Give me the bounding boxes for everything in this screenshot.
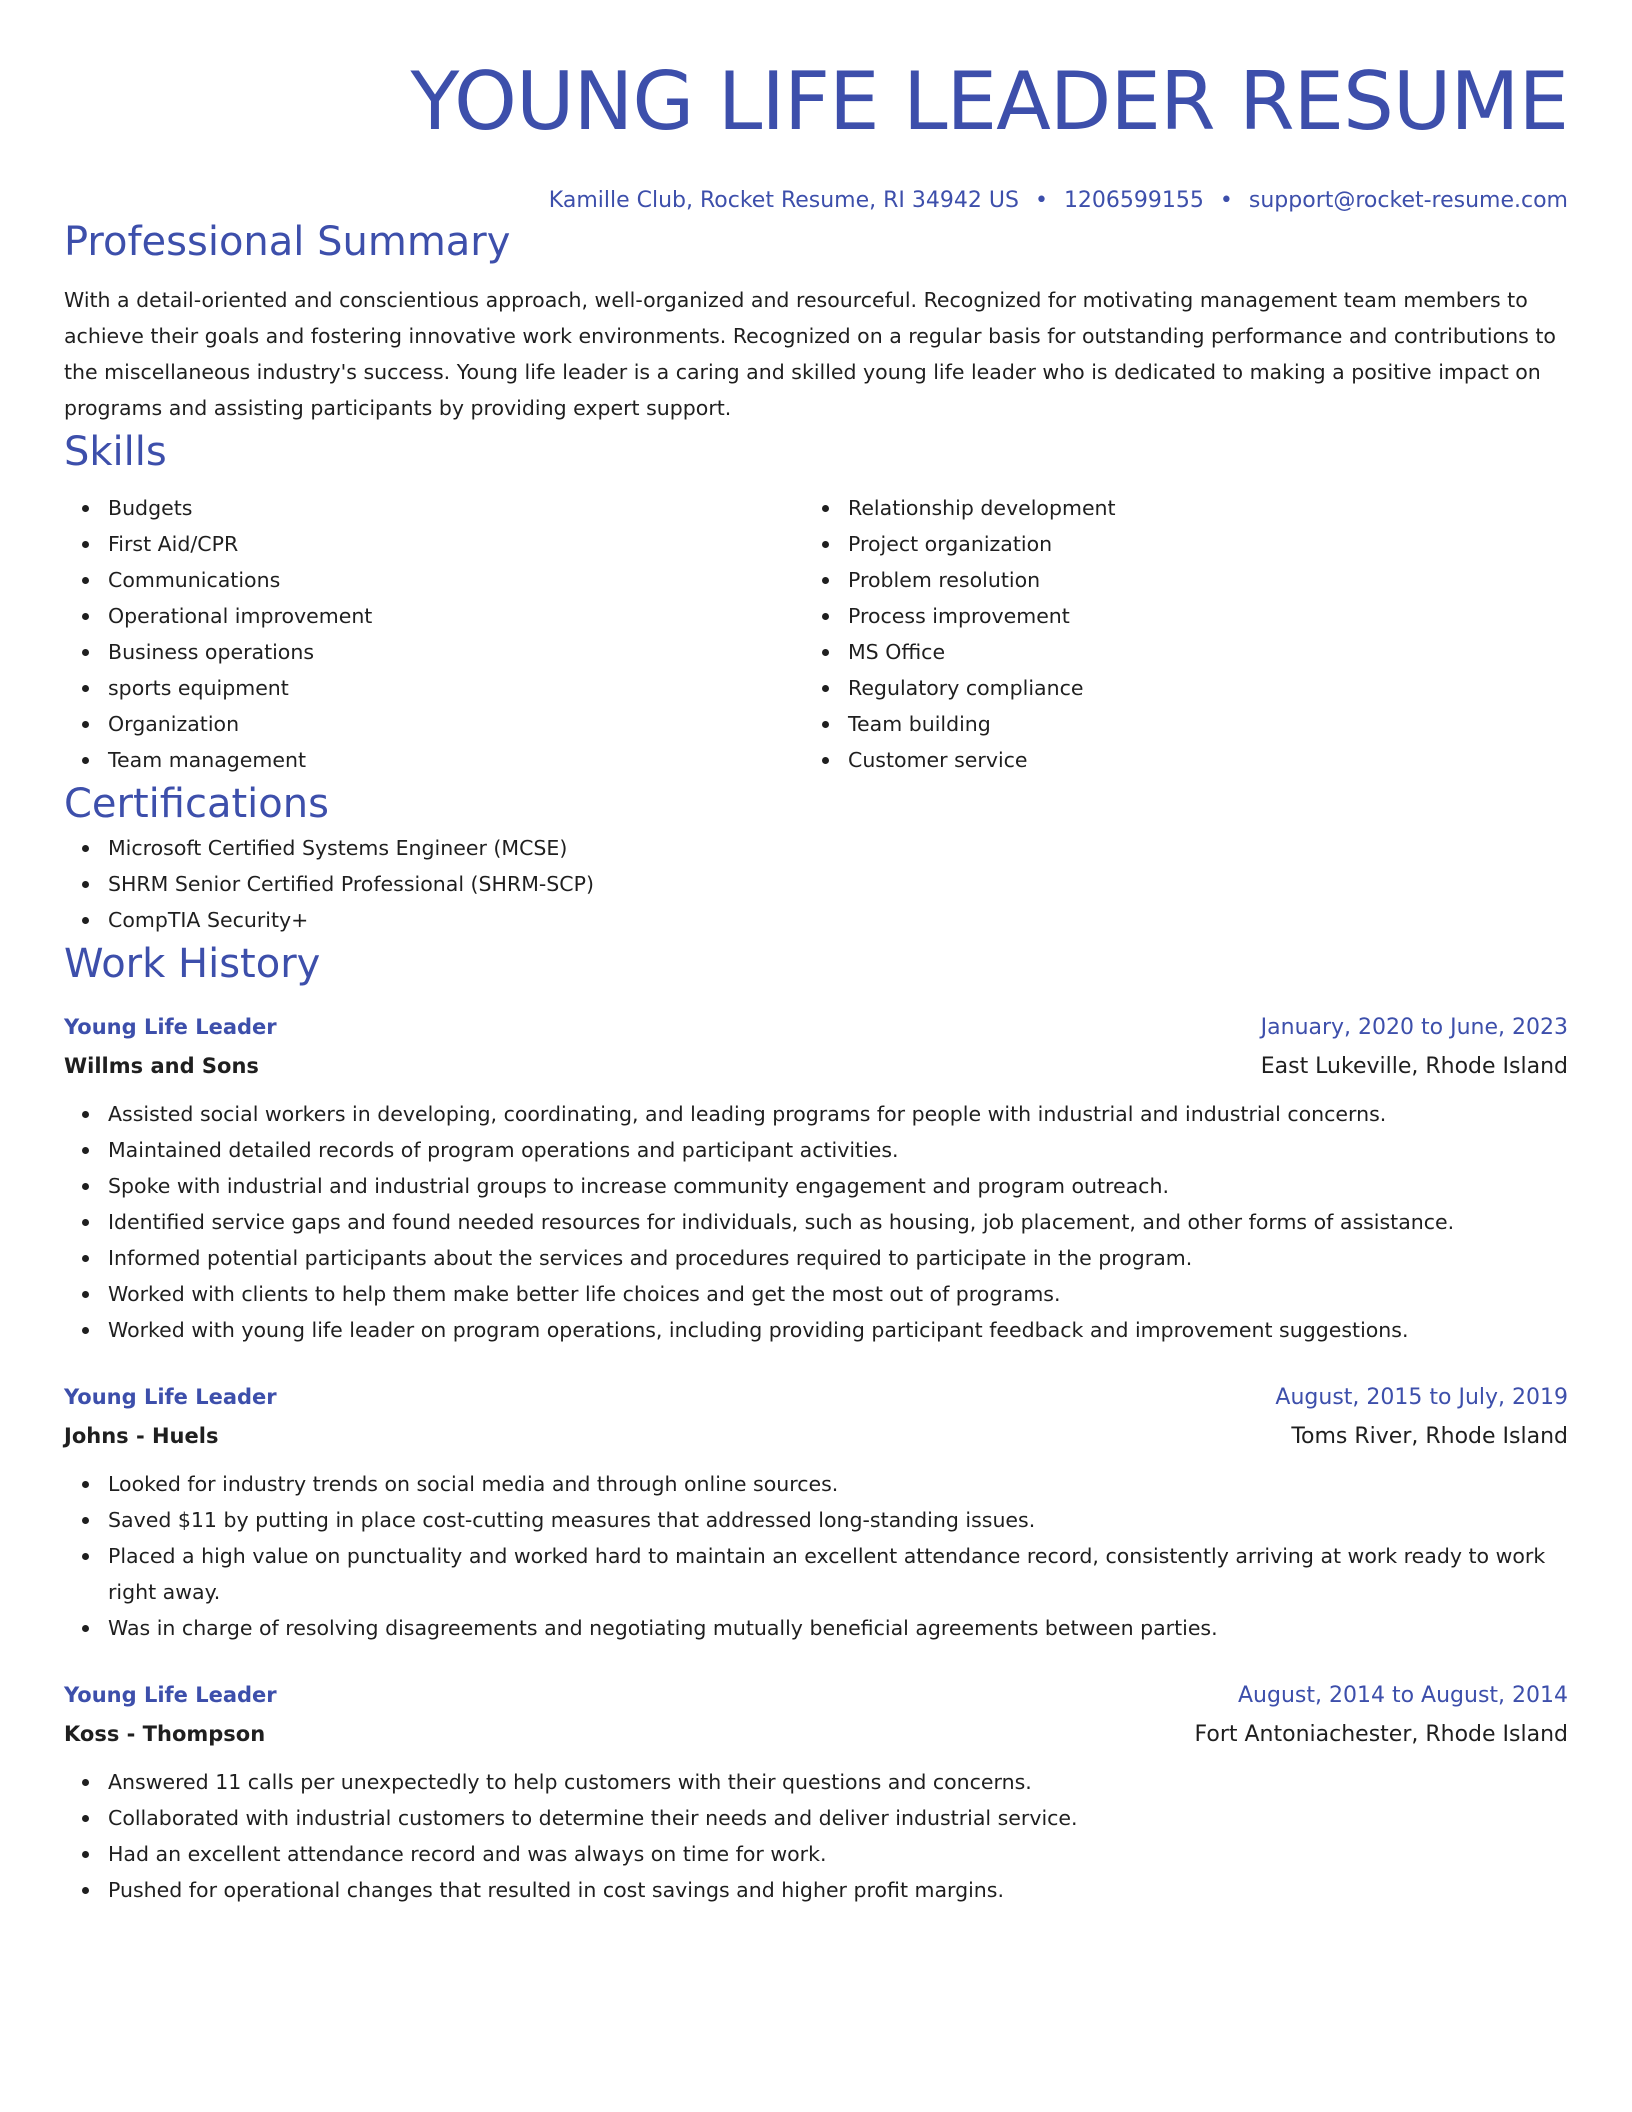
job-location: Fort Antoniachester, Rhode Island — [1194, 1722, 1568, 1747]
skill-item: Relationship development — [848, 490, 1544, 526]
skill-item: Team building — [848, 706, 1544, 742]
contact-line — [64, 186, 1568, 216]
skills-right-list — [804, 490, 1544, 778]
job-header-row — [64, 1378, 1568, 1417]
resume-title: YOUNG LIFE LEADER RESUME — [410, 55, 1568, 148]
job-bullet: Placed a high value on punctuality and worked hard to maintain an excellent attendance record, consistently arriving at work ready to work right away. — [108, 1538, 1568, 1610]
job-bullet: Answered 11 calls per unexpectedly to help customers with their questions and concerns. — [108, 1764, 1568, 1800]
skills-left-list — [64, 490, 804, 778]
job-bullet: Worked with clients to help them make better life choices and get the most out of programs. — [108, 1276, 1568, 1312]
certifications-heading: Certifications — [64, 781, 329, 827]
skill-item: Team management — [108, 742, 804, 778]
job-dates: August, 2014 to August, 2014 — [1238, 1683, 1568, 1708]
job-bullets — [64, 1466, 1568, 1646]
job-company-row — [64, 1715, 1568, 1754]
skill-item: Organization — [108, 706, 804, 742]
job-location: Toms River, Rhode Island — [1291, 1424, 1568, 1449]
job-company-row — [64, 1047, 1568, 1086]
job-company: Johns - Huels — [64, 1424, 219, 1448]
skill-item: Budgets — [108, 490, 804, 526]
job-bullet: Worked with young life leader on program operations, including providing participant feedback and improvement suggestions. — [108, 1312, 1568, 1348]
contact-separator: • — [1219, 188, 1233, 213]
certification-item: CompTIA Security+ — [108, 902, 1568, 938]
job-bullet: Saved $11 by putting in place cost-cutting measures that addressed long-standing issues. — [108, 1502, 1568, 1538]
contact-email: support@rocket-resume.com — [1248, 188, 1568, 213]
skills-heading: Skills — [64, 429, 167, 475]
contact-separator: • — [1034, 188, 1048, 213]
certifications-list — [64, 830, 1568, 938]
contact-address: Kamille Club, Rocket Resume, RI 34942 US — [548, 188, 1019, 213]
job-title: Young Life Leader — [64, 1385, 277, 1409]
summary-text: With a detail-oriented and conscientious approach, well-organized and resourceful. Recognized for motivating management team members to achieve their goals and fostering innovative work environments. Recognized on a regular basis for outstanding performance and contributions to the miscellaneous industry's success. Young life leader is a caring and skilled young life leader who is dedicated to making a positive impact on programs and assisting participants by providing expert support. — [64, 288, 1556, 420]
skills-columns — [64, 490, 1568, 778]
skill-item: Customer service — [848, 742, 1544, 778]
contact-phone: 1206599155 — [1063, 188, 1204, 213]
skill-item: First Aid/CPR — [108, 526, 804, 562]
job-title: Young Life Leader — [64, 1683, 277, 1707]
job-bullet: Pushed for operational changes that resulted in cost savings and higher profit margins. — [108, 1872, 1568, 1908]
certification-item: Microsoft Certified Systems Engineer (MCSE) — [108, 830, 1568, 866]
job-bullet: Collaborated with industrial customers to determine their needs and deliver industrial service. — [108, 1800, 1568, 1836]
job-title: Young Life Leader — [64, 1015, 277, 1039]
job-bullet: Identified service gaps and found needed resources for individuals, such as housing, job placement, and other forms of assistance. — [108, 1204, 1568, 1240]
job-bullets — [64, 1096, 1568, 1348]
job-dates: January, 2020 to June, 2023 — [1260, 1015, 1568, 1040]
job-entry — [64, 1676, 1568, 1908]
job-bullet: Assisted social workers in developing, coordinating, and leading programs for people with industrial and industrial concerns. — [108, 1096, 1568, 1132]
skill-item: Regulatory compliance — [848, 670, 1544, 706]
skill-item: Project organization — [848, 526, 1544, 562]
job-bullet: Had an excellent attendance record and was always on time for work. — [108, 1836, 1568, 1872]
job-company: Willms and Sons — [64, 1054, 259, 1078]
job-bullet: Maintained detailed records of program operations and participant activities. — [108, 1132, 1568, 1168]
skill-item: Communications — [108, 562, 804, 598]
job-location: East Lukeville, Rhode Island — [1260, 1054, 1568, 1079]
skill-item: Business operations — [108, 634, 804, 670]
job-entry — [64, 1008, 1568, 1348]
skill-item: sports equipment — [108, 670, 804, 706]
job-entry — [64, 1378, 1568, 1646]
job-bullet: Informed potential participants about the services and procedures required to participate in the program. — [108, 1240, 1568, 1276]
job-bullets — [64, 1764, 1568, 1908]
work-history-heading: Work History — [64, 941, 321, 987]
job-header-row — [64, 1008, 1568, 1047]
skill-item: MS Office — [848, 634, 1544, 670]
job-bullet: Looked for industry trends on social media and through online sources. — [108, 1466, 1568, 1502]
job-company: Koss - Thompson — [64, 1722, 266, 1746]
job-header-row — [64, 1676, 1568, 1715]
skill-item: Problem resolution — [848, 562, 1544, 598]
job-company-row — [64, 1417, 1568, 1456]
certification-item: SHRM Senior Certified Professional (SHRM-SCP) — [108, 866, 1568, 902]
skill-item: Operational improvement — [108, 598, 804, 634]
job-dates: August, 2015 to July, 2019 — [1275, 1385, 1568, 1410]
job-bullet: Spoke with industrial and industrial groups to increase community engagement and program outreach. — [108, 1168, 1568, 1204]
skill-item: Process improvement — [848, 598, 1544, 634]
summary-heading: Professional Summary — [64, 219, 511, 265]
job-bullet: Was in charge of resolving disagreements and negotiating mutually beneficial agreements between parties. — [108, 1610, 1568, 1646]
